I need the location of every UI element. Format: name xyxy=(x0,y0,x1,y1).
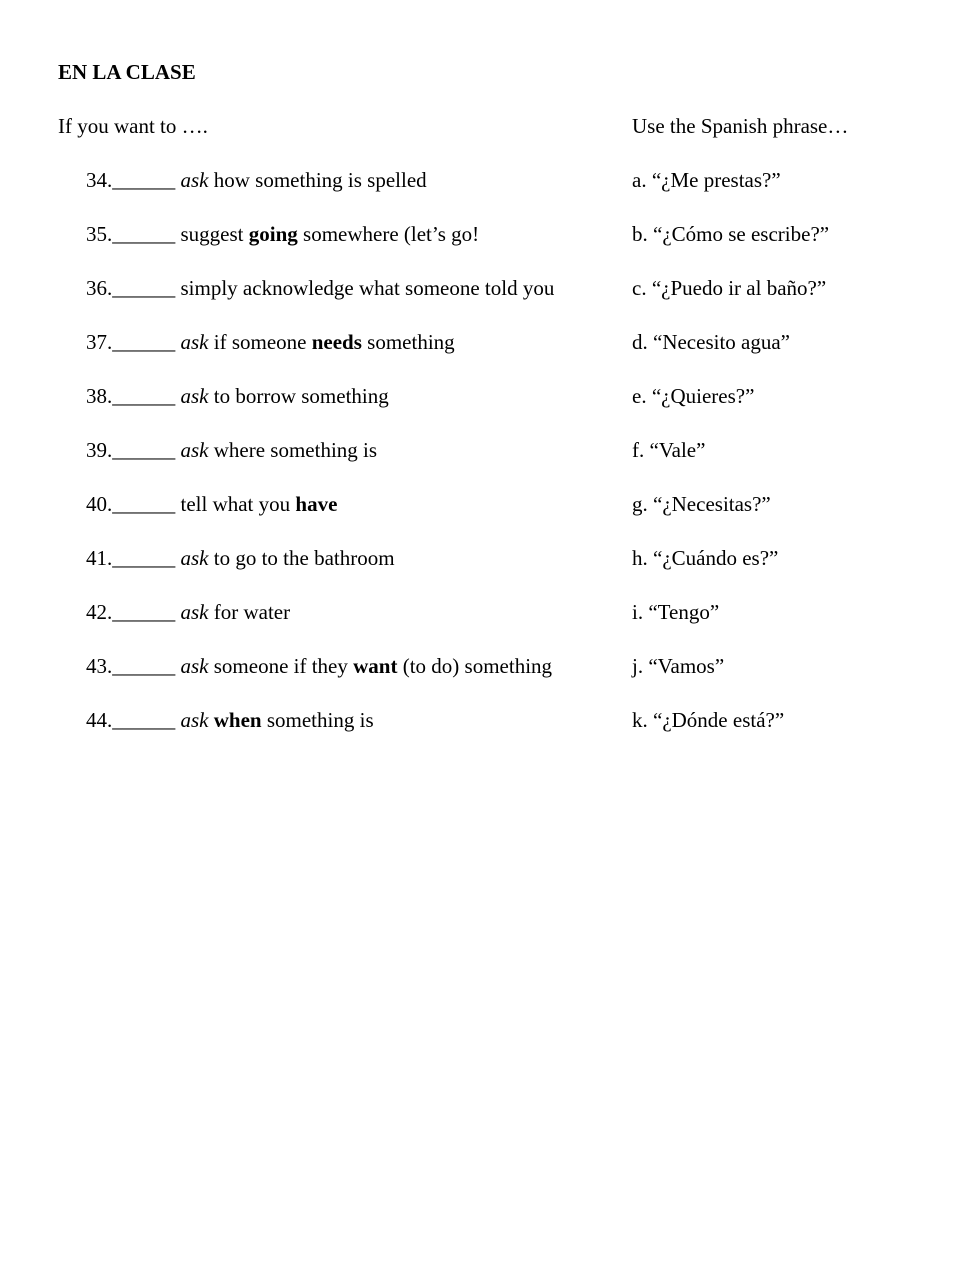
prompt-text: ask xyxy=(180,330,209,354)
prompt-text: ask xyxy=(180,438,209,462)
answer-blank[interactable]: ______ xyxy=(112,600,181,624)
spanish-phrase-option: k. “¿Dónde está?” xyxy=(632,708,785,732)
spanish-phrase-option: i. “Tengo” xyxy=(632,600,720,624)
spanish-phrase-option: f. “Vale” xyxy=(632,438,706,462)
answer-blank[interactable]: ______ xyxy=(112,168,181,192)
spanish-phrase-option: e. “¿Quieres?” xyxy=(632,384,755,408)
prompt-text: want xyxy=(353,654,398,678)
answer-blank[interactable]: ______ xyxy=(112,546,181,570)
instruction-right-header: Use the Spanish phrase… xyxy=(632,114,849,138)
prompt-item xyxy=(86,598,290,626)
spanish-phrase-option: j. “Vamos” xyxy=(632,654,725,678)
prompt-item xyxy=(86,328,455,356)
answer-blank[interactable]: ______ xyxy=(112,276,181,300)
prompt-text: going xyxy=(248,222,298,246)
spanish-phrase-option: g. “¿Necesitas?” xyxy=(632,492,771,516)
item-number: 41. xyxy=(86,546,113,570)
prompt-text: where something is xyxy=(208,438,378,462)
item-number: 36. xyxy=(86,276,113,300)
prompt-text: suggest xyxy=(180,222,249,246)
prompt-text: ask xyxy=(180,384,209,408)
prompt-item xyxy=(86,706,374,734)
matching-row xyxy=(0,274,979,328)
spanish-phrase-option: b. “¿Cómo se escribe?” xyxy=(632,222,830,246)
prompt-item xyxy=(86,220,479,248)
prompt-item xyxy=(86,490,337,518)
prompt-text: ask xyxy=(180,546,209,570)
prompt-item xyxy=(86,166,427,194)
answer-blank[interactable]: ______ xyxy=(112,438,181,462)
prompt-text: someone if they xyxy=(208,654,354,678)
prompt-text: needs xyxy=(311,330,362,354)
spanish-phrase-option: c. “¿Puedo ir al baño?” xyxy=(632,276,827,300)
prompt-text: if someone xyxy=(208,330,312,354)
item-number: 39. xyxy=(86,438,113,462)
prompt-text: how something is spelled xyxy=(208,168,427,192)
prompt-text: ask xyxy=(180,654,209,678)
prompt-text: ask xyxy=(180,600,209,624)
matching-row xyxy=(0,166,979,220)
prompt-item xyxy=(86,652,552,680)
spanish-phrase-option: d. “Necesito agua” xyxy=(632,330,791,354)
prompt-text: for water xyxy=(208,600,291,624)
prompt-item xyxy=(86,382,389,410)
instruction-left-header: If you want to …. xyxy=(58,114,208,138)
matching-row xyxy=(0,382,979,436)
answer-blank[interactable]: ______ xyxy=(112,492,181,516)
answer-blank[interactable]: ______ xyxy=(112,654,181,678)
item-number: 44. xyxy=(86,708,113,732)
matching-row xyxy=(0,706,979,760)
item-number: 37. xyxy=(86,330,113,354)
prompt-text: somewhere (let’s go! xyxy=(297,222,480,246)
matching-row xyxy=(0,328,979,382)
prompt-text: when xyxy=(213,708,262,732)
prompt-text: to borrow something xyxy=(208,384,389,408)
answer-blank[interactable]: ______ xyxy=(112,708,181,732)
matching-row xyxy=(0,544,979,598)
answer-blank[interactable]: ______ xyxy=(112,330,181,354)
item-number: 35. xyxy=(86,222,113,246)
answer-blank[interactable]: ______ xyxy=(112,384,181,408)
item-number: 34. xyxy=(86,168,113,192)
prompt-text: have xyxy=(295,492,338,516)
prompt-item xyxy=(86,544,395,572)
prompt-text: ask xyxy=(180,708,209,732)
matching-row xyxy=(0,220,979,274)
prompt-text: (to do) something xyxy=(397,654,553,678)
prompt-text: something xyxy=(361,330,455,354)
prompt-text: ask xyxy=(180,168,209,192)
matching-row xyxy=(0,436,979,490)
matching-list xyxy=(0,166,979,760)
item-number: 42. xyxy=(86,600,113,624)
spanish-phrase-option: h. “¿Cuándo es?” xyxy=(632,546,779,570)
item-number: 43. xyxy=(86,654,113,678)
prompt-text: simply acknowledge what someone told you xyxy=(180,276,555,300)
item-number: 40. xyxy=(86,492,113,516)
page-title: EN LA CLASE xyxy=(58,60,196,84)
prompt-text: something is xyxy=(261,708,374,732)
matching-row xyxy=(0,490,979,544)
prompt-item xyxy=(86,436,377,464)
answer-blank[interactable]: ______ xyxy=(112,222,181,246)
spanish-phrase-option: a. “¿Me prestas?” xyxy=(632,168,781,192)
prompt-text: tell what you xyxy=(180,492,296,516)
matching-row xyxy=(0,652,979,706)
item-number: 38. xyxy=(86,384,113,408)
prompt-text: to go to the bathroom xyxy=(208,546,395,570)
prompt-item xyxy=(86,274,554,302)
matching-row xyxy=(0,598,979,652)
